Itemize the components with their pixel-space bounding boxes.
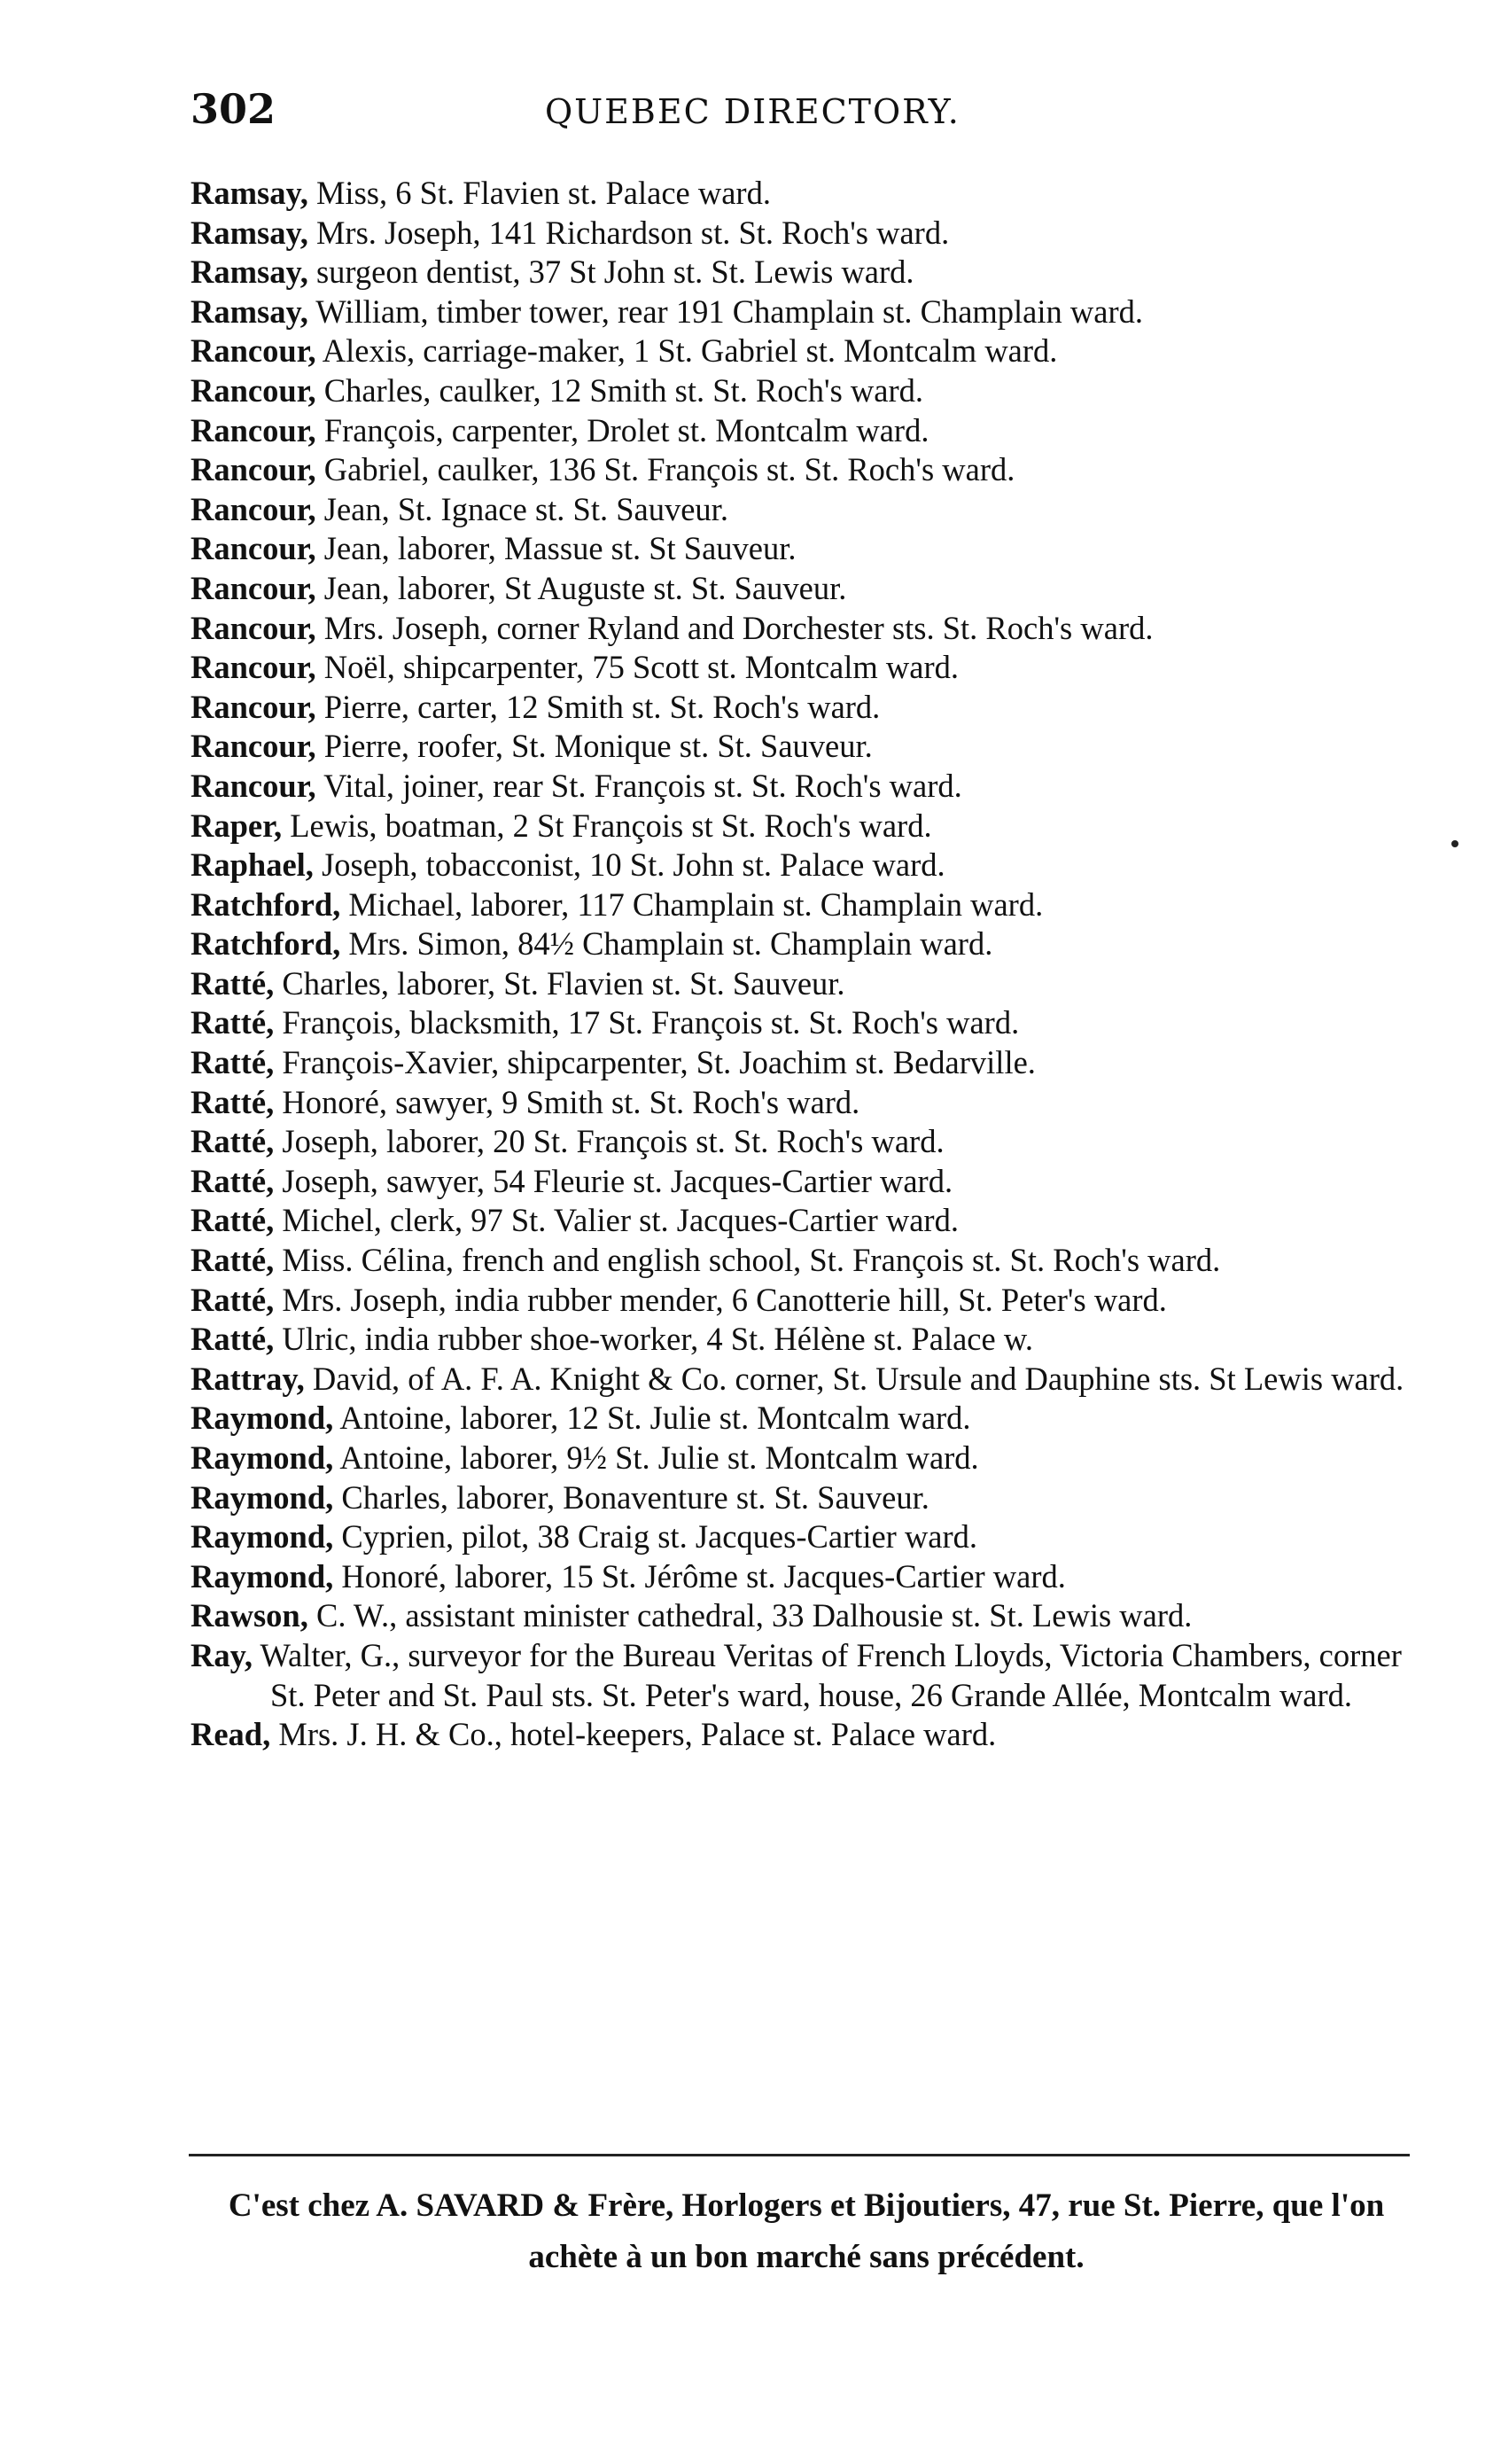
entry-details: François-Xavier, shipcarpenter, St. Joachim st. Bedarville. (274, 1044, 1036, 1081)
entry-surname: Ratté, (191, 1044, 275, 1081)
entry-surname: Raper, (191, 807, 283, 844)
directory-entry (191, 964, 1427, 1004)
directory-entry (191, 214, 1427, 253)
entry-details: Mrs. Simon, 84½ Champlain st. Champlain ward. (340, 925, 993, 963)
running-title: QUEBEC DIRECTORY. (545, 92, 960, 131)
entry-surname: Rancour, (191, 411, 316, 448)
entry-surname: Rancour, (191, 371, 316, 409)
directory-entry (191, 174, 1427, 214)
entry-surname: Rancour, (191, 530, 316, 567)
directory-entry (191, 1478, 1427, 1518)
directory-entry (191, 767, 1427, 807)
directory-entries (191, 174, 1427, 1755)
entry-details: Cyprien, pilot, 38 Craig st. Jacques-Cartier ward. (333, 1518, 978, 1556)
directory-entry (191, 331, 1427, 371)
entry-details: Jean, laborer, St Auguste st. St. Sauveur. (315, 569, 847, 606)
directory-entry (191, 1517, 1427, 1557)
entry-details: Antoine, laborer, 9½ St. Julie st. Montcalm ward. (333, 1439, 979, 1476)
directory-entry (191, 1715, 1427, 1755)
page-number: 302 (191, 85, 276, 133)
entry-surname: Ray, (191, 1636, 253, 1673)
entry-surname: Rancour, (191, 767, 316, 804)
directory-entry (191, 490, 1427, 530)
entry-surname: Rancour, (191, 728, 316, 765)
directory-entry (191, 1557, 1427, 1597)
entry-details: Michael, laborer, 117 Champlain st. Champlain ward. (340, 885, 1044, 923)
entry-details: Jean, laborer, Massue st. St Sauveur. (315, 530, 797, 567)
entry-details: Mrs. Joseph, corner Ryland and Dorchester sts. St. Roch's ward. (315, 609, 1154, 646)
directory-entry (191, 1043, 1427, 1083)
directory-entry (191, 1201, 1427, 1241)
entry-details: Antoine, laborer, 12 St. Julie st. Montcalm ward. (333, 1400, 971, 1437)
entry-surname: Ramsay, (191, 253, 308, 291)
entry-details: Mrs. Joseph, 141 Richardson st. St. Roch's ward. (307, 214, 950, 251)
entry-surname: Raphael, (191, 846, 314, 884)
entry-surname: Ratchford, (191, 885, 341, 923)
entry-surname: Rancour, (191, 649, 316, 686)
entry-details: Jean, St. Ignace st. St. Sauveur. (315, 490, 728, 527)
entry-details: Mrs. J. H. & Co., hotel-keepers, Palace st. Palace ward. (270, 1716, 997, 1753)
directory-entry (191, 648, 1427, 688)
entry-details: Gabriel, caulker, 136 St. François st. St. Roch's ward. (315, 451, 1015, 488)
entry-details: William, timber tower, rear 191 Champlain st. Champlain ward. (307, 292, 1143, 330)
directory-entry (191, 1636, 1427, 1715)
entry-details: Charles, caulker, 12 Smith st. St. Roch's ward. (315, 371, 923, 409)
entry-details: Joseph, tobacconist, 10 St. John st. Palace ward. (313, 846, 945, 884)
entry-surname: Ratté, (191, 1321, 275, 1358)
entry-surname: Rancour, (191, 688, 316, 725)
entry-surname: Raymond, (191, 1557, 334, 1595)
entry-surname: Ramsay, (191, 292, 308, 330)
entry-details: Mrs. Joseph, india rubber mender, 6 Canotterie hill, St. Peter's ward. (274, 1281, 1167, 1318)
entry-details: Pierre, carter, 12 Smith st. St. Roch's ward. (315, 688, 881, 725)
entry-surname: Ramsay, (191, 175, 308, 211)
entry-surname: Ratté, (191, 1123, 275, 1160)
entry-surname: Raymond, (191, 1478, 334, 1516)
directory-entry (191, 727, 1427, 767)
entry-details: surgeon dentist, 37 St John st. St. Lewis ward. (307, 253, 914, 291)
entry-surname: Rancour, (191, 332, 316, 370)
directory-entry (191, 1083, 1427, 1123)
entry-surname: Ratchford, (191, 925, 341, 963)
entry-details: Honoré, sawyer, 9 Smith st. St. Roch's ward. (274, 1083, 860, 1120)
entry-surname: Raymond, (191, 1518, 334, 1556)
entry-surname: Read, (191, 1716, 271, 1753)
advertisement: C'est chez A. SAVARD & Frère, Horlogers et Bijoutiers, 47, rue St. Pierre, que l'on achète à un bon marché sans précédent. (228, 2187, 1385, 2275)
entry-details: François, blacksmith, 17 St. François st. St. Roch's ward. (274, 1004, 1020, 1041)
ink-dot (1451, 840, 1458, 847)
directory-entry (191, 846, 1427, 885)
entry-details: Charles, laborer, St. Flavien st. St. Sauveur. (274, 964, 845, 1002)
entry-surname: Rattray, (191, 1360, 305, 1397)
entry-details: Walter, G., surveyor for the Bureau Veritas of French Lloyds, Victoria Chambers, corner St. Peter and St. Paul sts. St. Peter's ward, house, 26 Grande Allée, Montcalm ward. (252, 1636, 1402, 1713)
directory-entry (191, 1439, 1427, 1478)
directory-entry (191, 1596, 1427, 1636)
directory-entry (191, 253, 1427, 292)
directory-entry (191, 292, 1427, 332)
directory-entry (191, 1281, 1427, 1321)
directory-entry (191, 371, 1427, 411)
directory-entry (191, 450, 1427, 490)
entry-surname: Ratté, (191, 1004, 275, 1041)
directory-entry (191, 529, 1427, 569)
directory-entry (191, 688, 1427, 728)
directory-entry (191, 1122, 1427, 1162)
entry-surname: Rancour, (191, 569, 316, 606)
entry-surname: Ratté, (191, 1083, 275, 1120)
entry-details: David, of A. F. A. Knight & Co. corner, St. Ursule and Dauphine sts. St Lewis ward. (304, 1360, 1404, 1397)
directory-entry (191, 1162, 1427, 1202)
entry-details: Noël, shipcarpenter, 75 Scott st. Montcalm ward. (315, 649, 959, 686)
entry-details: Joseph, sawyer, 54 Fleurie st. Jacques-Cartier ward. (274, 1162, 953, 1199)
directory-entry (191, 569, 1427, 609)
entry-details: Charles, laborer, Bonaventure st. St. Sauveur. (333, 1478, 929, 1516)
entry-surname: Ratté, (191, 964, 275, 1002)
entry-surname: Rawson, (191, 1597, 308, 1634)
entry-details: Lewis, boatman, 2 St François st St. Roch's ward. (282, 807, 932, 844)
entry-details: Pierre, roofer, St. Monique st. St. Sauveur. (315, 728, 873, 765)
directory-entry (191, 924, 1427, 964)
entry-surname: Ramsay, (191, 214, 308, 251)
entry-details: Ulric, india rubber shoe-worker, 4 St. Hélène st. Palace w. (274, 1321, 1033, 1358)
directory-entry (191, 885, 1427, 925)
entry-surname: Ratté, (191, 1202, 275, 1239)
page-header (191, 85, 1422, 138)
directory-entry (191, 1320, 1427, 1360)
entry-surname: Raymond, (191, 1400, 334, 1437)
directory-entry (191, 1399, 1427, 1439)
entry-surname: Ratté, (191, 1162, 275, 1199)
directory-entry (191, 609, 1427, 649)
entry-surname: Rancour, (191, 490, 316, 527)
entry-surname: Rancour, (191, 451, 316, 488)
entry-surname: Rancour, (191, 609, 316, 646)
entry-details: Honoré, laborer, 15 St. Jérôme st. Jacques-Cartier ward. (333, 1557, 1066, 1595)
directory-entry (191, 1241, 1427, 1281)
entry-surname: Ratté, (191, 1242, 275, 1279)
directory-entry (191, 1360, 1427, 1400)
entry-details: Alexis, carriage-maker, 1 St. Gabriel st. Montcalm ward. (315, 332, 1058, 370)
entry-details: Joseph, laborer, 20 St. François st. St. Roch's ward. (274, 1123, 945, 1160)
entry-details: Vital, joiner, rear St. François st. St. Roch's ward. (315, 767, 962, 804)
entry-surname: Raymond, (191, 1439, 334, 1476)
entry-details: Miss, 6 St. Flavien st. Palace ward. (307, 175, 771, 211)
entry-details: François, carpenter, Drolet st. Montcalm ward. (315, 411, 929, 448)
divider-rule (189, 2154, 1410, 2156)
directory-entry (191, 411, 1427, 451)
entry-surname: Ratté, (191, 1281, 275, 1318)
entry-details: Miss. Célina, french and english school, St. François st. St. Roch's ward. (274, 1242, 1221, 1279)
directory-entry (191, 807, 1427, 846)
entry-details: C. W., assistant minister cathedral, 33 Dalhousie st. St. Lewis ward. (307, 1597, 1193, 1634)
entry-details: Michel, clerk, 97 St. Valier st. Jacques-Cartier ward. (274, 1202, 959, 1239)
directory-entry (191, 1003, 1427, 1043)
